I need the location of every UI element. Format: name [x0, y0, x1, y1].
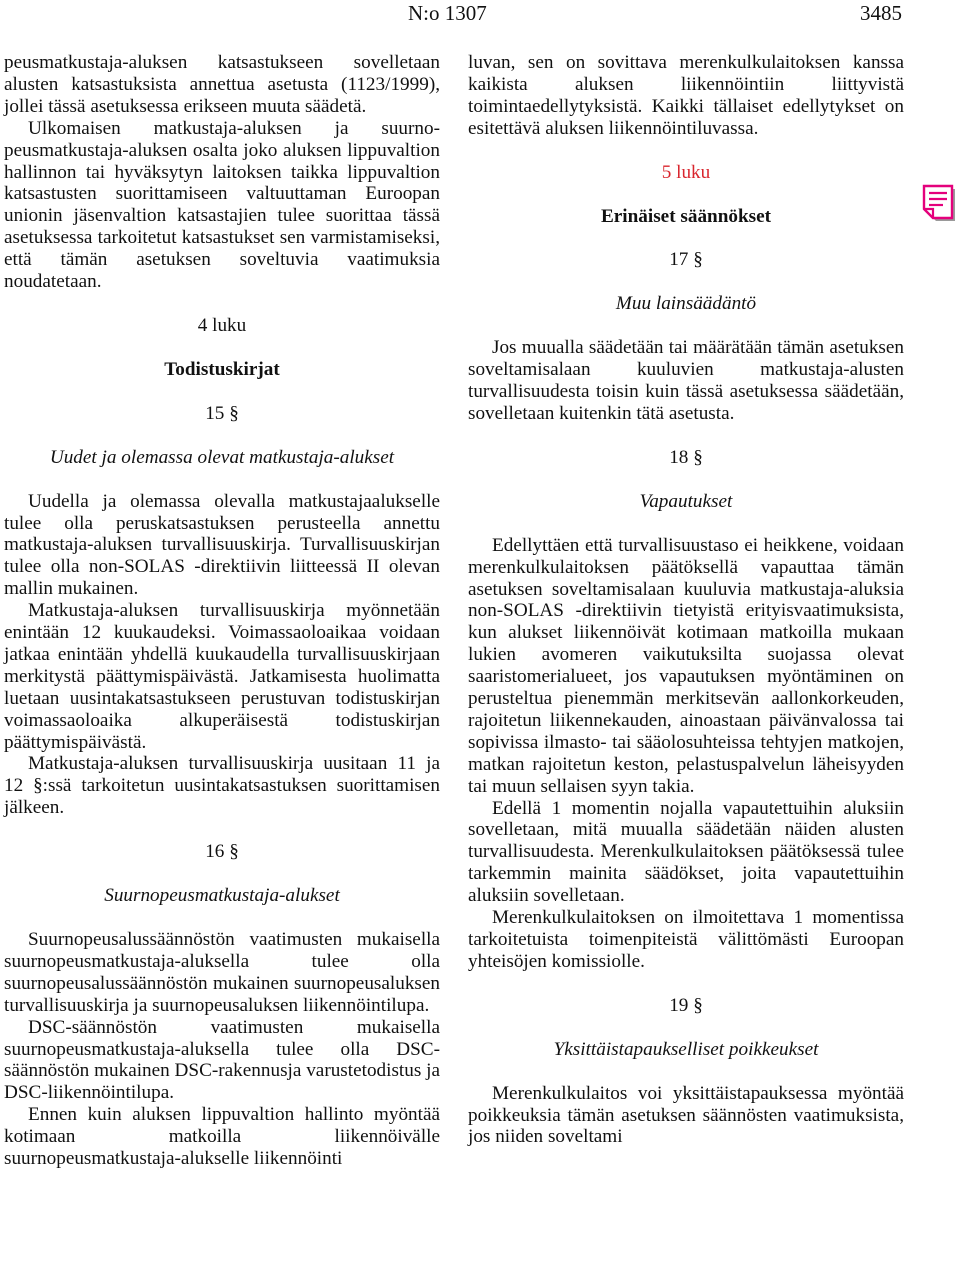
chapter-5-heading: 5 luku	[661, 161, 711, 183]
paragraph: Ulkomaisen matkustaja-aluksen ja suurnopeusmatkustaja-aluksen osalta joko aluksen lippuvaltion hallinnon tai hyväksytyn laitoksen taikka lippuvaltion katsastusten suorittamiseen valtuuttaman Euroopan unionin jäsenvaltion katsastajien tulee suorittaa tässä asetuksessa tarkoitetut katsastukset sen varmistamiseksi, että tämän asetuksen soveltuvia vaatimuksia noudatetaan.	[4, 117, 440, 293]
paragraph: Merenkulkulaitoksen on ilmoitettava 1 momentissa tarkoitetuista toimenpiteistä välittömästi Euroopan yhteisöjen komissiolle.	[468, 907, 904, 972]
page-number: 3485	[860, 1, 902, 25]
paragraph: Edellyttäen että turvallisuustaso ei heikkene, voidaan merenkulkulaitoksen päätöksellä vapauttaa tämän asetuksen soveltamisalaan kuuluvia matkustaja-aluksia non-SOLAS -direktiivin tietyistä erityisvaatimuksista, kun alukset liikennöivät kotimaan matkoilla mukaan lukien avomeren vaikutuksilta suojassa olevat saaristomerialueet, jos vapautuksen myöntäminen on perusteltua pienemmän merkitsevän aallonkorkeuden, rajoitetun liikennekauden, ainoastaan päivänvalossa tai sopivissa ilmasto- tai sääolosuhteissa tehtyjen matkojen, matkan rajoitetun keston, pelastuspalvelun läheisyyden tai muun sellaisen syyn takia.	[468, 534, 904, 797]
paragraph: Edellä 1 momentin nojalla vapautettuihin aluksiin sovelletaan, mitä muualla säädetään näiden alusten turvallisuudesta. Merenkulkulaitoksen päätöksessä tulee tarkemmin mainita säädökset, joita vapautettuihin aluksiin sovelletaan.	[468, 797, 904, 907]
paragraph: DSC-säännöstön vaatimusten mukaisella suurnopeusmatkustaja-aluksella tulee olla DSC-säännöstön mukainen DSC-rakennusja varustetodistus ja DSC-liikennöintilupa.	[4, 1016, 440, 1104]
paragraph: Suurnopeusalussäännöstön vaatimusten mukaisella suurnopeusmatkustaja-aluksella tulee olla suurnopeusalussäännöstön mukainen suurnopeusaluksen turvallisuuskirja ja suurnopeusaluksen liikennöintilupa.	[4, 929, 440, 1016]
chapter-4-title: Todistuskirjat	[164, 358, 280, 380]
section-18-title: Vapautukset	[639, 490, 733, 512]
section-19-heading: 19 §	[669, 994, 703, 1016]
section-19-title: Yksittäistapaukselliset poikkeukset	[553, 1038, 819, 1060]
section-16-title: Suurnopeusmatkustaja-alukset	[104, 885, 340, 907]
paragraph: Ennen kuin aluksen lippuvaltion hallinto myöntää kotimaan matkoilla liikennöivälle suurnopeusmatkustaja-alukselle liikennöinti	[4, 1104, 440, 1170]
paragraph: Matkustaja-aluksen turvallisuuskirja myönnetään enintään 12 kuukaudeksi. Voimassaoloaikaa voidaan jatkaa enintään yhdellä kuukaudella turvallisuuskirjaan merkitystä päättymispäivästä. Jatkamisesta huolimatta luetaan uusintakatsastukseen perustuvan todistuskirjan voimassaoloaika alkuperäisestä todistuskirjan päättymispäivästä.	[4, 600, 440, 753]
document-number: N:o 1307	[408, 1, 487, 25]
section-15-heading: 15 §	[205, 402, 239, 424]
section-17-heading: 17 §	[669, 249, 703, 271]
right-column	[468, 52, 904, 1148]
paragraph: Merenkulkulaitos voi yksittäistapauksessa myöntää poikkeuksia tämän asetuksen säännösten vaatimuksista, jos niiden soveltami	[468, 1082, 904, 1148]
chapter-4-heading: 4 luku	[197, 314, 247, 336]
note-icon-body	[924, 186, 952, 218]
paragraph: Uudella ja olemassa olevalla matkustajaalukselle tulee olla peruskatsastuksen perusteella annettu matkustaja-aluksen turvallisuuskirja. Turvallisuuskirjan tulee olla non-SOLAS -direktiivin liitteessä II olevan mallin mukainen.	[4, 490, 440, 600]
section-16-heading: 16 §	[205, 841, 239, 863]
paragraph: Matkustaja-aluksen turvallisuuskirja uusitaan 11 ja 12 §:ssä tarkoitetun uusintakatsastuksen suorittamisen jälkeen.	[4, 753, 440, 819]
note-icon-graphic	[921, 184, 957, 224]
paragraph: luvan, sen on sovittava merenkulkulaitoksen kanssa kaikista aluksen liikennöintiin liittyvistä toimintaedellytyksistä. Kaikki tällaiset edellytykset on esitettävä aluksen liikennöintiluvassa.	[468, 52, 904, 139]
note-icon[interactable]	[921, 184, 957, 224]
paragraph: peusmatkustaja-aluksen katsastukseen sovelletaan alusten katsastuksista annettua asetusta (1123/1999), jollei tässä asetuksessa erikseen muuta säädetä.	[4, 52, 440, 117]
section-17-title: Muu lainsäädäntö	[615, 293, 757, 315]
page-header	[0, 0, 960, 30]
section-18-heading: 18 §	[669, 446, 703, 468]
chapter-5-title: Erinäiset säännökset	[600, 205, 772, 227]
left-column	[4, 52, 440, 1170]
paragraph: Jos muualla säädetään tai määrätään tämän asetuksen soveltamisalaan kuuluvien matkustaja-alusten turvallisuudesta toisin kuin tässä asetuksessa säädetään, sovelletaan kuitenkin tätä asetusta.	[468, 337, 904, 424]
section-15-title: Uudet ja olemassa olevat matkustaja-alukset	[49, 446, 395, 468]
